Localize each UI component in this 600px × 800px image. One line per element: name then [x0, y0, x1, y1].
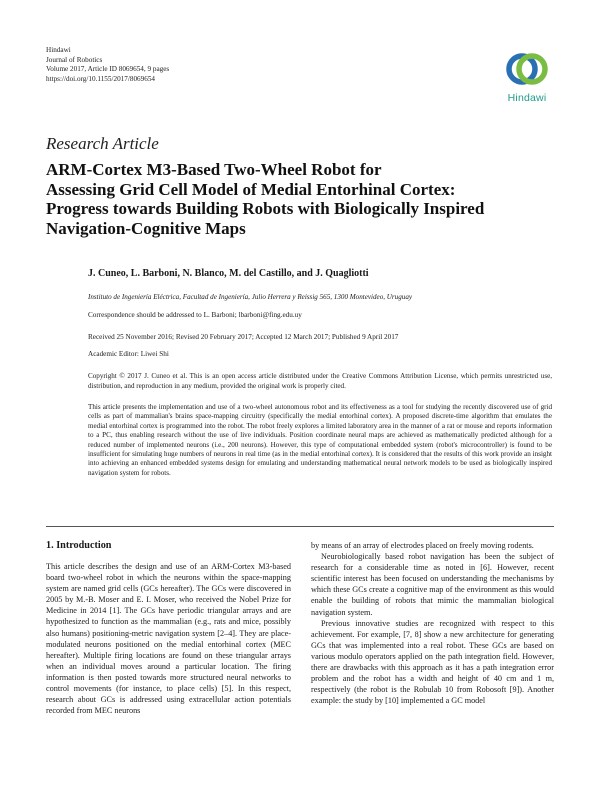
journal-meta [46, 46, 169, 84]
publisher-name: Hindawi [46, 46, 71, 54]
body-paragraph: Previous innovative studies are recognized with respect to this achievement. For example, [7, 8] show a new architecture for generating GCs that was implemented into a real robot. These GCs are based on various modulo operators applied on the path integration field. However, there are drawbacks with this approach as it has a path integration error problem and the robot has a width and height of 40 cm and 1 m, respectively (the robot is the Robulab 10 from Robosoft [9]). Another example: the study by [10] implemented a GC model [311, 618, 554, 706]
section-heading: 1. Introduction [46, 540, 112, 551]
title-line: Assessing Grid Cell Model of Medial Entorhinal Cortex: [46, 179, 456, 199]
body-paragraph: This article describes the design and use of an ARM-Cortex M3-based board two-wheel robot in which the neurons within the space-mapping system are named grid cells (GCs hereafter). The GCs were discovered in 2005 by M.-B. Moser and E. I. Moser, who received the Nobel Prize for Medicine in 2014 [1]. The GCs have periodic triangular arrays and are hypothesized to function as the mammalian (e.g., rats and mice, possibly also humans) positioning-metric navigation system [2–4]. They are place-modulated neurons positioned on the medial entorhinal cortex (MEC hereafter). Multiple firing locations are found on these triangular arrays when an individual moves around a particular location. The firing information is then posted towards more structured neural networks to control movements (for instance, to place cells) [5]. In this respect, research about GCs is addressed using extracellular action potentials recorded from MEC neurons [46, 562, 291, 716]
body-paragraph: by means of an array of electrodes placed on freely moving rodents. [311, 541, 534, 550]
article-type: Research Article [46, 134, 159, 153]
copyright-notice: Copyright © 2017 J. Cuneo et al. This is an open access article distributed under the Creative Commons Attribution License, which permits unrestricted use, distribution, and reproduction in any medium, provided the original work is properly cited. [88, 372, 552, 390]
journal-name: Journal of Robotics [46, 55, 103, 64]
affiliation: Instituto de Ingeniería Eléctrica, Facultad de Ingeniería, Julio Herrera y Reissig 565, 1300 Montevideo, Uruguay [88, 293, 413, 301]
body-paragraph: Neurobiologically based robot navigation has been the subject of research for a considerable time as noted in [6]. However, recent scientific interest has been focused on understanding the mechanisms by which these GCs create a cognitive map of the environment as this would enable the building of robots that mimic the mammalian biological navigation system. [311, 552, 554, 617]
doi-link[interactable]: https://doi.org/10.1155/2017/8069654 [46, 74, 156, 83]
volume-info: Volume 2017, Article ID 8069654, 9 pages [46, 65, 170, 73]
article-title [46, 160, 546, 238]
hindawi-logo [497, 47, 557, 107]
publication-dates: Received 25 November 2016; Revised 20 February 2017; Accepted 12 March 2017; Published 9 April 2017 [88, 333, 399, 341]
logo-wordmark: Hindawi [507, 92, 547, 104]
section-divider [46, 526, 554, 527]
author-list: J. Cuneo, L. Barboni, N. Blanco, M. del Castillo, and J. Quagliotti [88, 268, 369, 279]
academic-editor: Academic Editor: Liwei Shi [88, 350, 169, 358]
abstract: This article presents the implementation and use of a two-wheel autonomous robot and its effectiveness as a tool for studying the recently discovered use of grid cells as part of mammalian's brains space-mapping circuitry (specifically the medial entorhinal cortex). A proposed discrete-time algorithm that emulates the medial entorhinal cortex is programmed into the robot. The robot freely explores a limited laboratory area in the manner of a rat or mouse and reports information to a PC, thus enabling research without the use of live individuals. Position coordinate neural maps are achieved as mathematically predicted although for a reduced number of implemented neurons (i.e., 200 neurons). However, this type of computational embedded system (robot's microcontroller) is found to be insufficient for simulating huge numbers of neurons in real time (as in the medial entorhinal cortex). It is considered that the results of this work provide an insight into achieving an enhanced embedded systems design for emulating and understanding mathematical neural network models to be used as biologically inspired navigation system for robots. [88, 403, 552, 477]
title-line: Navigation-Cognitive Maps [46, 218, 246, 238]
title-line: Progress towards Building Robots with Biologically Inspired [46, 199, 485, 219]
body-column-left [46, 561, 291, 716]
body-column-right [311, 540, 554, 706]
title-line: ARM-Cortex M3-Based Two-Wheel Robot for [46, 160, 382, 179]
hindawi-rings-icon [505, 47, 549, 91]
correspondence: Correspondence should be addressed to L. Barboni; lbarboni@fing.edu.uy [88, 311, 302, 319]
